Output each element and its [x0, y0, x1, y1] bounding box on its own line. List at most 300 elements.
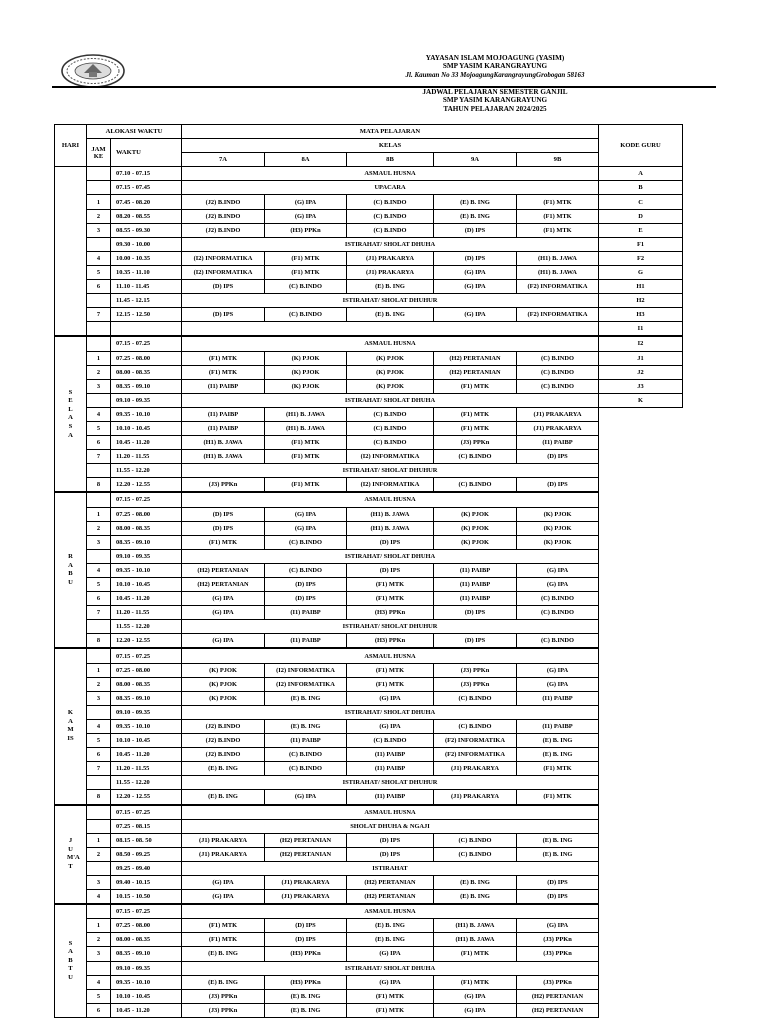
schedule-row: [55, 393, 683, 407]
subject-cell: (K) PJOK: [347, 365, 434, 379]
subject-cell: (I1) PAIBP: [434, 578, 517, 592]
waktu-cell: 07.25 - 08.15: [111, 819, 182, 833]
kode-guru-blank: [599, 648, 683, 663]
jam-ke-cell: [87, 167, 111, 181]
subject-cell: (E) B. ING: [517, 748, 599, 762]
subject-cell: (E) B. ING: [347, 280, 434, 294]
subject-cell: (D) IPS: [347, 833, 434, 847]
kode-guru-blank: [599, 421, 683, 435]
subject-cell: (J1) PRAKARYA: [182, 833, 265, 847]
subject-cell: (J1) PRAKARYA: [434, 790, 517, 805]
subject-cell: (C) B.INDO: [517, 365, 599, 379]
subject-cell: (D) IPS: [265, 933, 347, 947]
kode-guru-blank: [599, 975, 683, 989]
jam-ke-cell: 6: [87, 1003, 111, 1017]
waktu-cell: 08.35 - 09.10: [111, 947, 182, 961]
waktu-cell: 07.15 - 07.25: [111, 336, 182, 351]
subject-cell: (F1) MTK: [265, 436, 347, 450]
subject-cell: (F1) MTK: [182, 351, 265, 365]
subject-cell: (E) B. ING: [517, 734, 599, 748]
subject-cell: (G) IPA: [265, 209, 347, 223]
kode-guru-cell: C: [599, 195, 683, 209]
waktu-cell: [111, 322, 182, 337]
subject-cell: (D) IPS: [265, 578, 347, 592]
subject-cell: (J3) PPKn: [182, 1003, 265, 1017]
day-name-text: SELASA: [68, 388, 73, 439]
jam-ke-cell: 1: [87, 507, 111, 521]
activity-span-cell: ISTIRAHAT/ SHOLAT DHUHA: [182, 393, 599, 407]
kode-guru-blank: [599, 776, 683, 790]
header-kelas: KELAS: [182, 139, 599, 153]
schedule-row: [55, 464, 683, 478]
jam-ke-cell: 3: [87, 535, 111, 549]
subject-cell: (J3) PPKn: [517, 933, 599, 947]
kode-guru-blank: [599, 578, 683, 592]
subject-cell: (I2) INFORMATIKA: [265, 677, 347, 691]
schedule-row: [55, 833, 683, 847]
kode-guru-blank: [599, 933, 683, 947]
subject-cell: (F1) MTK: [517, 790, 599, 805]
jam-ke-cell: 2: [87, 933, 111, 947]
subject-cell: (D) IPS: [347, 535, 434, 549]
kode-guru-blank: [599, 407, 683, 421]
subject-cell: (G) IPA: [182, 606, 265, 620]
activity-span-cell: ISTIRAHAT/ SHOLAT DHUHUR: [182, 464, 599, 478]
schedule-row: [55, 507, 683, 521]
kode-guru-cell: F1: [599, 237, 683, 251]
subject-cell: (F1) MTK: [434, 947, 517, 961]
kode-guru-blank: [599, 521, 683, 535]
subject-cell: (G) IPA: [434, 280, 517, 294]
subject-cell: (G) IPA: [182, 890, 265, 905]
kode-guru-blank: [599, 663, 683, 677]
waktu-cell: 10.10 - 10.45: [111, 421, 182, 435]
waktu-cell: 08.55 - 09.30: [111, 223, 182, 237]
kode-guru-blank: [599, 507, 683, 521]
subject-cell: (C) B.INDO: [434, 450, 517, 464]
header-waktu: WAKTU: [111, 139, 182, 167]
schedule-row: [55, 181, 683, 195]
subject-cell: (F1) MTK: [517, 195, 599, 209]
waktu-cell: 08.20 - 08.55: [111, 209, 182, 223]
kode-guru-cell: H2: [599, 294, 683, 308]
jam-ke-cell: 4: [87, 251, 111, 265]
subject-cell: (F1) MTK: [347, 578, 434, 592]
subject-cell: (E) B. ING: [182, 947, 265, 961]
subject-cell: (J2) B.INDO: [182, 195, 265, 209]
kode-guru-blank: [599, 1003, 683, 1017]
activity-span-cell: SHOLAT DHUHA & NGAJI: [182, 819, 599, 833]
subject-cell: (D) IPS: [182, 507, 265, 521]
waktu-cell: 09.10 - 09.35: [111, 549, 182, 563]
subject-cell: (G) IPA: [265, 507, 347, 521]
subject-cell: (H3) PPKn: [265, 223, 347, 237]
kode-guru-cell: G: [599, 265, 683, 279]
jam-ke-cell: [87, 961, 111, 975]
kode-guru-cell: D: [599, 209, 683, 223]
subject-cell: (J3) PPKn: [434, 436, 517, 450]
subject-cell: (J2) B.INDO: [182, 223, 265, 237]
subject-cell: (D) IPS: [265, 919, 347, 933]
waktu-cell: 10.00 - 10.35: [111, 251, 182, 265]
subject-cell: (F1) MTK: [517, 209, 599, 223]
subject-cell: (J2) B.INDO: [182, 209, 265, 223]
class-header-8a: 8A: [265, 153, 347, 167]
schedule-row: [55, 890, 683, 905]
subject-cell: (C) B.INDO: [517, 351, 599, 365]
subject-cell: (I1) PAIBP: [265, 634, 347, 649]
waktu-cell: 10.45 - 11.20: [111, 748, 182, 762]
schedule-row: [55, 265, 683, 279]
subject-cell: (H2) PERTANIAN: [347, 875, 434, 889]
waktu-cell: 08.35 - 09.10: [111, 535, 182, 549]
class-header-9a: 9A: [434, 153, 517, 167]
jam-ke-cell: [87, 620, 111, 634]
empty-cell: [182, 322, 599, 337]
schedule-row: [55, 606, 683, 620]
subject-cell: (H3) PPKn: [265, 975, 347, 989]
subject-cell: (K) PJOK: [347, 351, 434, 365]
kode-guru-blank: [599, 705, 683, 719]
schedule-row: [55, 904, 683, 919]
kode-guru-blank: [599, 691, 683, 705]
day-name-text: SABTU: [68, 939, 73, 981]
subject-cell: (H2) PERTANIAN: [347, 890, 434, 905]
jam-ke-cell: 7: [87, 308, 111, 322]
subject-cell: (H1) B. JAWA: [265, 407, 347, 421]
waktu-cell: 09.35 - 10.10: [111, 719, 182, 733]
waktu-cell: 07.15 - 07.45: [111, 181, 182, 195]
jam-ke-cell: [87, 705, 111, 719]
subject-cell: (D) IPS: [517, 450, 599, 464]
schedule-row: [55, 847, 683, 861]
header-mata-pelajaran: MATA PELAJARAN: [182, 125, 599, 139]
kode-guru-blank: [599, 790, 683, 805]
waktu-cell: 07.15 - 07.25: [111, 904, 182, 919]
subject-cell: (F1) MTK: [517, 762, 599, 776]
kode-guru-blank: [599, 734, 683, 748]
subject-cell: (J1) PRAKARYA: [347, 251, 434, 265]
subject-cell: (I1) PAIBP: [434, 592, 517, 606]
kode-guru-cell: F2: [599, 251, 683, 265]
subject-cell: (C) B.INDO: [265, 762, 347, 776]
schedule-row: [55, 819, 683, 833]
subject-cell: (D) IPS: [517, 890, 599, 905]
subject-cell: (G) IPA: [517, 663, 599, 677]
kode-guru-blank: [599, 748, 683, 762]
subject-cell: (J1) PRAKARYA: [265, 875, 347, 889]
jam-ke-cell: 7: [87, 606, 111, 620]
kode-guru-blank: [599, 989, 683, 1003]
waktu-cell: 11.20 - 11.55: [111, 762, 182, 776]
schedule-row: [55, 251, 683, 265]
subject-cell: (F1) MTK: [347, 677, 434, 691]
subject-cell: (H2) PERTANIAN: [182, 563, 265, 577]
subject-cell: (F1) MTK: [265, 478, 347, 493]
subject-cell: (D) IPS: [347, 847, 434, 861]
subject-cell: (C) B.INDO: [517, 606, 599, 620]
day-label: [55, 904, 87, 1017]
subject-cell: (E) B. ING: [434, 875, 517, 889]
subject-cell: (I1) PAIBP: [347, 790, 434, 805]
subject-cell: (C) B.INDO: [434, 478, 517, 493]
schedule-row: [55, 436, 683, 450]
subject-cell: (F2) INFORMATIKA: [517, 280, 599, 294]
kode-guru-blank: [599, 961, 683, 975]
jam-ke-cell: [87, 237, 111, 251]
subject-cell: (G) IPA: [347, 691, 434, 705]
waktu-cell: 07.25 - 08.00: [111, 507, 182, 521]
subject-cell: (F1) MTK: [265, 265, 347, 279]
subject-cell: (E) B. ING: [347, 933, 434, 947]
jam-ke-cell: 1: [87, 195, 111, 209]
schedule-row: [55, 209, 683, 223]
subject-cell: (C) B.INDO: [265, 748, 347, 762]
subject-cell: (I1) PAIBP: [434, 563, 517, 577]
subject-cell: (C) B.INDO: [347, 407, 434, 421]
subject-cell: (G) IPA: [182, 634, 265, 649]
subject-cell: (F1) MTK: [182, 919, 265, 933]
waktu-cell: 08.35 - 09.10: [111, 379, 182, 393]
subject-cell: (G) IPA: [182, 875, 265, 889]
schedule-row: [55, 237, 683, 251]
schedule-row: [55, 492, 683, 507]
subject-cell: (E) B. ING: [434, 890, 517, 905]
subject-cell: (E) B. ING: [182, 790, 265, 805]
subject-cell: (E) B. ING: [265, 719, 347, 733]
waktu-cell: 08.00 - 08.35: [111, 365, 182, 379]
subject-cell: (F1) MTK: [347, 989, 434, 1003]
kode-guru-blank: [599, 492, 683, 507]
jam-ke-cell: 3: [87, 691, 111, 705]
subject-cell: (H3) PPKn: [347, 634, 434, 649]
subject-cell: (F1) MTK: [434, 975, 517, 989]
day-label: [55, 167, 87, 337]
waktu-cell: 07.10 - 07.15: [111, 167, 182, 181]
subject-cell: (G) IPA: [434, 989, 517, 1003]
subject-cell: (J1) PRAKARYA: [517, 407, 599, 421]
school-seal-icon: [60, 53, 126, 89]
activity-span-cell: ISTIRAHAT: [182, 861, 599, 875]
activity-span-cell: ASMAUL HUSNA: [182, 805, 599, 820]
subject-cell: (D) IPS: [434, 223, 517, 237]
subject-cell: (G) IPA: [182, 592, 265, 606]
day-label: [55, 492, 87, 648]
jam-ke-cell: 7: [87, 450, 111, 464]
subject-cell: (H1) B. JAWA: [265, 421, 347, 435]
subject-cell: (G) IPA: [347, 947, 434, 961]
subject-cell: (I2) INFORMATIKA: [347, 478, 434, 493]
kode-guru-blank: [599, 861, 683, 875]
title-line-2: SMP YASIM KARANGRAYUNG: [442, 96, 548, 105]
header-kode-guru: KODE GURU: [599, 125, 683, 167]
waktu-cell: 09.35 - 10.10: [111, 975, 182, 989]
kode-guru-cell: J3: [599, 379, 683, 393]
class-header-7a: 7A: [182, 153, 265, 167]
schedule-row: [55, 223, 683, 237]
subject-cell: (F1) MTK: [347, 663, 434, 677]
jam-ke-cell: [87, 464, 111, 478]
schedule-row: [55, 578, 683, 592]
waktu-cell: 11.55 - 12.20: [111, 620, 182, 634]
kode-guru-blank: [599, 890, 683, 905]
subject-cell: (G) IPA: [265, 790, 347, 805]
waktu-cell: 09.40 - 10.15: [111, 875, 182, 889]
subject-cell: (F1) MTK: [434, 379, 517, 393]
subject-cell: (I2) INFORMATIKA: [182, 265, 265, 279]
schedule-row: [55, 535, 683, 549]
kode-guru-blank: [599, 563, 683, 577]
subject-cell: (H2) PERTANIAN: [434, 365, 517, 379]
activity-span-cell: ASMAUL HUSNA: [182, 904, 599, 919]
subject-cell: (H2) PERTANIAN: [434, 351, 517, 365]
subject-cell: (I1) PAIBP: [517, 436, 599, 450]
jam-ke-cell: [87, 776, 111, 790]
day-name-text: RABU: [68, 553, 73, 587]
kode-guru-blank: [599, 919, 683, 933]
subject-cell: (D) IPS: [434, 634, 517, 649]
schedule-row: [55, 521, 683, 535]
subject-cell: (G) IPA: [265, 195, 347, 209]
jam-ke-cell: 6: [87, 748, 111, 762]
waktu-cell: 08.50 - 09.25: [111, 847, 182, 861]
subject-cell: (J3) PPKn: [434, 663, 517, 677]
subject-cell: (J1) PRAKARYA: [434, 762, 517, 776]
subject-cell: (C) B.INDO: [517, 592, 599, 606]
document-title: [330, 88, 660, 113]
subject-cell: (K) PJOK: [347, 379, 434, 393]
jam-ke-cell: 4: [87, 563, 111, 577]
jam-ke-cell: 8: [87, 634, 111, 649]
subject-cell: (I2) INFORMATIKA: [265, 663, 347, 677]
subject-cell: (K) PJOK: [182, 677, 265, 691]
subject-cell: (I1) PAIBP: [347, 748, 434, 762]
jam-ke-cell: [87, 322, 111, 337]
schedule-row: [55, 947, 683, 961]
subject-cell: (C) B.INDO: [347, 223, 434, 237]
subject-cell: (C) B.INDO: [347, 436, 434, 450]
waktu-cell: 10.15 - 10.50: [111, 890, 182, 905]
waktu-cell: 11.45 - 12.15: [111, 294, 182, 308]
subject-cell: (C) B.INDO: [347, 421, 434, 435]
subject-cell: (J3) PPKn: [434, 677, 517, 691]
schedule-row: [55, 919, 683, 933]
schedule-row: [55, 351, 683, 365]
subject-cell: (I2) INFORMATIKA: [182, 251, 265, 265]
subject-cell: (H1) B. JAWA: [517, 251, 599, 265]
day-label: [55, 336, 87, 492]
kode-guru-cell: E: [599, 223, 683, 237]
subject-cell: (C) B.INDO: [517, 634, 599, 649]
schedule-row: [55, 280, 683, 294]
subject-cell: (H2) PERTANIAN: [517, 989, 599, 1003]
day-label: [55, 805, 87, 905]
header-jam-ke: JAM KE: [87, 139, 111, 167]
waktu-cell: 11.10 - 11.45: [111, 280, 182, 294]
subject-cell: (I2) INFORMATIKA: [347, 450, 434, 464]
subject-cell: (H1) B. JAWA: [434, 919, 517, 933]
subject-cell: (I1) PAIBP: [265, 734, 347, 748]
subject-cell: (F1) MTK: [182, 933, 265, 947]
jam-ke-cell: [87, 819, 111, 833]
subject-cell: (J2) B.INDO: [182, 719, 265, 733]
subject-cell: (F1) MTK: [265, 450, 347, 464]
schedule-row: [55, 294, 683, 308]
jam-ke-cell: 2: [87, 209, 111, 223]
schedule-row: [55, 549, 683, 563]
subject-cell: (E) B. ING: [265, 1003, 347, 1017]
kode-guru-blank: [599, 634, 683, 649]
subject-cell: (J2) B.INDO: [182, 748, 265, 762]
subject-cell: (J2) B.INDO: [182, 734, 265, 748]
schedule-row: [55, 875, 683, 889]
subject-cell: (G) IPA: [434, 1003, 517, 1017]
subject-cell: (K) PJOK: [265, 351, 347, 365]
subject-cell: (F2) INFORMATIKA: [434, 748, 517, 762]
subject-cell: (E) B. ING: [517, 833, 599, 847]
jam-ke-cell: 5: [87, 734, 111, 748]
school-header: [330, 54, 660, 79]
jam-ke-cell: [87, 805, 111, 820]
subject-cell: (H1) B. JAWA: [347, 507, 434, 521]
subject-cell: (C) B.INDO: [347, 209, 434, 223]
subject-cell: (D) IPS: [182, 280, 265, 294]
schedule-row: [55, 308, 683, 322]
subject-cell: (F1) MTK: [265, 251, 347, 265]
kode-guru-blank: [599, 592, 683, 606]
subject-cell: (G) IPA: [517, 563, 599, 577]
subject-cell: (H2) PERTANIAN: [265, 847, 347, 861]
schedule-row: [55, 719, 683, 733]
jam-ke-cell: 4: [87, 975, 111, 989]
subject-cell: (E) B. ING: [182, 975, 265, 989]
subject-cell: (C) B.INDO: [347, 734, 434, 748]
jam-ke-cell: 2: [87, 677, 111, 691]
subject-cell: (C) B.INDO: [434, 719, 517, 733]
kode-guru-blank: [599, 620, 683, 634]
subject-cell: (H1) B. JAWA: [347, 521, 434, 535]
subject-cell: (C) B.INDO: [265, 535, 347, 549]
activity-span-cell: ASMAUL HUSNA: [182, 648, 599, 663]
schedule-row: [55, 592, 683, 606]
subject-cell: (K) PJOK: [182, 663, 265, 677]
waktu-cell: 10.35 - 11.10: [111, 265, 182, 279]
title-line-1: JADWAL PELAJARAN SEMESTER GANJIL: [422, 88, 568, 96]
header-alokasi-waktu: ALOKASI WAKTU: [87, 125, 182, 139]
subject-cell: (F1) MTK: [347, 1003, 434, 1017]
subject-cell: (D) IPS: [347, 563, 434, 577]
jam-ke-cell: [87, 904, 111, 919]
subject-cell: (F1) MTK: [434, 421, 517, 435]
schedule-row: [55, 620, 683, 634]
waktu-cell: 09.35 - 10.10: [111, 563, 182, 577]
subject-cell: (K) PJOK: [434, 507, 517, 521]
jam-ke-cell: 4: [87, 719, 111, 733]
subject-cell: (C) B.INDO: [434, 691, 517, 705]
foundation-name: YAYASAN ISLAM MOJOAGUNG (YASIM): [425, 54, 565, 62]
schedule-row: [55, 407, 683, 421]
subject-cell: (I1) PAIBP: [517, 691, 599, 705]
subject-cell: (C) B.INDO: [265, 308, 347, 322]
waktu-cell: 07.45 - 08.20: [111, 195, 182, 209]
class-header-9b: 9B: [517, 153, 599, 167]
jam-ke-cell: 3: [87, 379, 111, 393]
class-header-8b: 8B: [347, 153, 434, 167]
waktu-cell: 09.35 - 10.10: [111, 407, 182, 421]
subject-cell: (H1) B. JAWA: [182, 436, 265, 450]
subject-cell: (K) PJOK: [265, 365, 347, 379]
schedule-row: [55, 322, 683, 337]
